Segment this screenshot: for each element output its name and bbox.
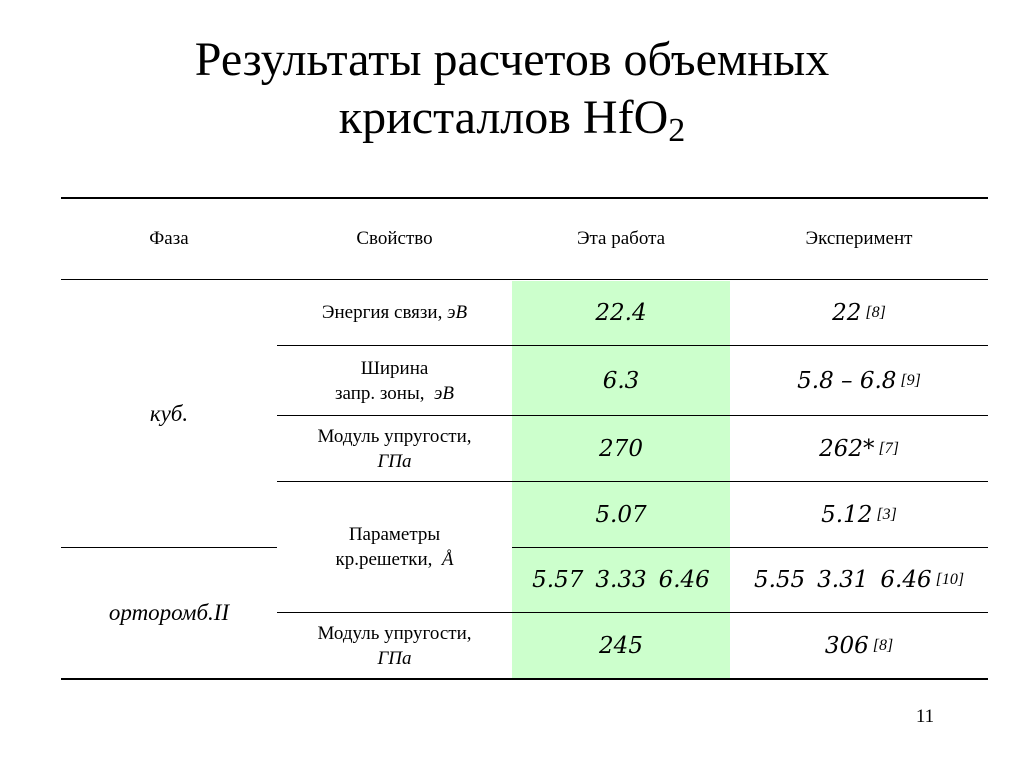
phase-cubic: куб. (149, 400, 189, 426)
calc-band-gap: 6.3 (602, 367, 640, 394)
property-lattice-parameters (277, 482, 512, 612)
exp-elastic-modulus-ortho (730, 613, 988, 678)
header-property: Свойство (356, 228, 433, 249)
property-label: Энергия связи, (321, 302, 443, 323)
slide-title-line1: Результаты расчетов объемных (194, 33, 830, 86)
calc-lattice-c: 6.46 (658, 567, 710, 593)
slide-title-line2 (0, 90, 1024, 149)
property-unit: эВ (447, 302, 468, 323)
property-label: Параметры (348, 524, 441, 545)
table-bottom-rule (61, 678, 988, 680)
property-unit: ГПа (377, 450, 412, 472)
exp-value: 262* (819, 435, 875, 462)
exp-reference: [7] (878, 439, 899, 457)
calc-binding-energy: 22.4 (595, 299, 647, 326)
title-subscript: 2 (668, 112, 686, 149)
property-label: запр. зоны, (335, 382, 430, 404)
property-elastic-modulus-ortho (277, 613, 512, 678)
header-this-work: Эта работа (576, 228, 666, 249)
property-unit: ГПа (377, 647, 412, 669)
exp-lattice-cubic (730, 482, 988, 547)
property-label-line2 (335, 381, 454, 406)
exp-reference: [8] (865, 303, 886, 321)
calc-lattice-cubic: 5.07 (595, 501, 647, 528)
calc-lattice-ortho (512, 548, 730, 612)
page-number: 11 (915, 706, 935, 727)
property-binding-energy (277, 280, 512, 345)
property-unit: Å (441, 549, 454, 570)
header-phase: Фаза (149, 228, 189, 249)
property-label: кр.решетки, (335, 549, 438, 570)
calc-lattice-b: 3.33 (595, 567, 647, 593)
exp-value: 306 (824, 632, 869, 659)
exp-reference: [9] (900, 371, 921, 389)
exp-lattice-ortho (730, 548, 988, 612)
exp-reference: [3] (876, 505, 897, 523)
exp-reference: [8] (872, 636, 894, 654)
exp-lattice-b: 3.31 (817, 567, 869, 593)
exp-band-gap (730, 346, 988, 415)
header-experiment: Эксперимент (805, 228, 913, 249)
property-band-gap (277, 346, 512, 415)
exp-value: 5.8 – 6.8 (797, 367, 897, 394)
calc-lattice-a: 5.57 (532, 567, 584, 593)
title-text: кристаллов HfO (338, 91, 669, 144)
exp-binding-energy (730, 280, 988, 345)
property-label: Ширина (360, 357, 429, 379)
property-label-line2 (335, 547, 453, 572)
exp-lattice-c: 6.46 (880, 567, 932, 593)
exp-reference: [10] (935, 571, 965, 588)
property-elastic-modulus-cubic (277, 416, 512, 481)
exp-elastic-modulus-cubic (730, 416, 988, 481)
exp-value: 22 (832, 299, 862, 326)
calc-elastic-modulus-ortho: 245 (599, 632, 643, 659)
property-unit: эВ (433, 382, 454, 404)
calc-elastic-modulus-cubic: 270 (599, 435, 643, 462)
property-label: Модуль упругости, (317, 622, 472, 644)
exp-lattice-a: 5.55 (753, 567, 806, 593)
exp-value: 5.12 (821, 501, 873, 528)
property-label: Модуль упругости, (317, 425, 472, 447)
phase-orthorhombic: орторомб.II (108, 600, 230, 625)
